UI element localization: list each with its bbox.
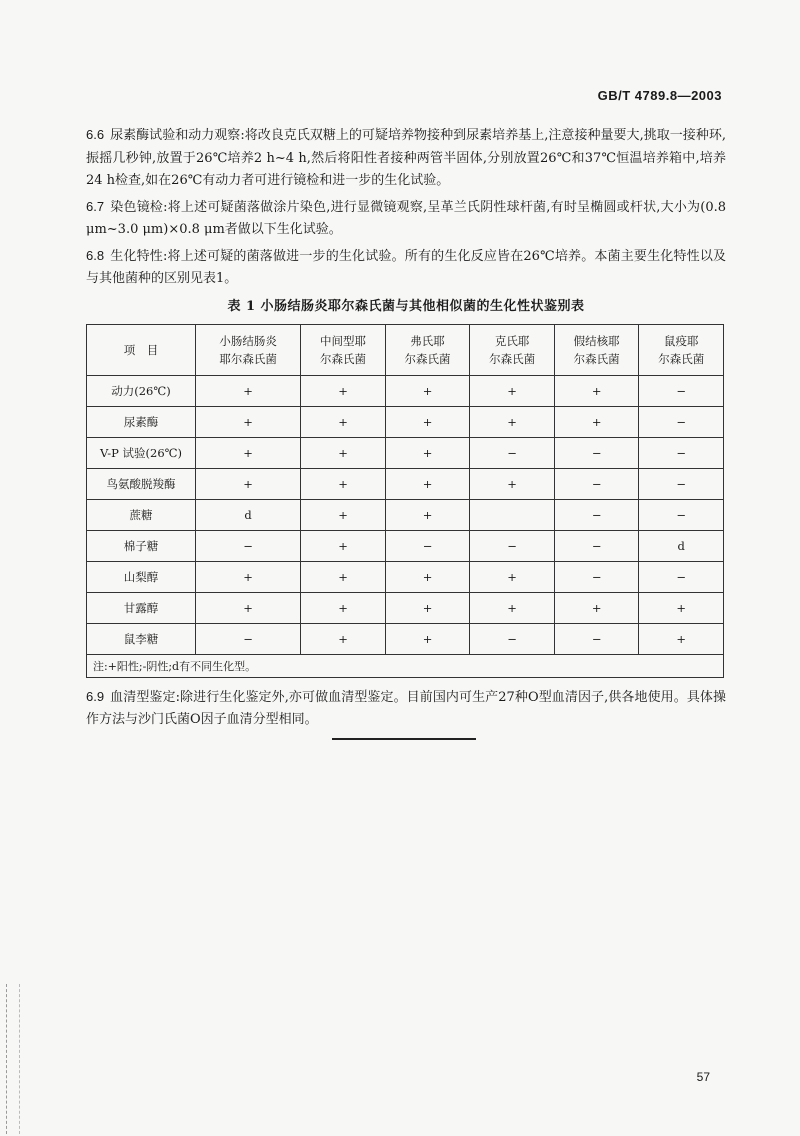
document-body bbox=[86, 124, 726, 735]
table-cell: + bbox=[385, 499, 470, 530]
section-number: 6.9 bbox=[86, 688, 105, 704]
row-item: 鼠李糖 bbox=[87, 623, 196, 654]
table-cell: − bbox=[554, 623, 639, 654]
paragraph-text: 染色镜检:将上述可疑菌落做涂片染色,进行显微镜观察,呈革兰氏阴性球杆菌,有时呈椭圆或杆状,大小为(0.8 μm~3.0 μm)×0.8 μm者做以下生化试验。 bbox=[86, 199, 726, 237]
table-cell: + bbox=[196, 468, 301, 499]
table-row bbox=[87, 592, 724, 623]
table-cell: − bbox=[470, 530, 555, 561]
table-cell: + bbox=[301, 530, 386, 561]
table-cell: + bbox=[385, 561, 470, 592]
table-cell: + bbox=[301, 499, 386, 530]
table-cell: + bbox=[554, 375, 639, 406]
table-cell: d bbox=[639, 530, 724, 561]
table-cell: − bbox=[554, 561, 639, 592]
page-number: 57 bbox=[696, 1070, 710, 1084]
table-row bbox=[87, 375, 724, 406]
table-cell: + bbox=[301, 375, 386, 406]
table-cell: − bbox=[470, 623, 555, 654]
table-row bbox=[87, 406, 724, 437]
paragraph-6-8 bbox=[86, 245, 726, 291]
table-cell: + bbox=[639, 592, 724, 623]
table-cell: + bbox=[301, 468, 386, 499]
table-cell: − bbox=[554, 530, 639, 561]
table-cell: + bbox=[554, 592, 639, 623]
table-row bbox=[87, 530, 724, 561]
header-pestis: 鼠疫耶 尔森氏菌 bbox=[639, 324, 724, 375]
paragraph-6-6 bbox=[86, 124, 726, 193]
section-number: 6.6 bbox=[86, 127, 105, 142]
table-cell: + bbox=[639, 623, 724, 654]
row-item: V-P 试验(26℃) bbox=[87, 437, 196, 468]
table-cell: + bbox=[385, 623, 470, 654]
table-cell bbox=[470, 499, 555, 530]
table-cell: + bbox=[385, 468, 470, 499]
table-cell: + bbox=[301, 592, 386, 623]
table-cell: + bbox=[470, 468, 555, 499]
table-row bbox=[87, 468, 724, 499]
end-rule bbox=[332, 738, 476, 740]
table-cell: − bbox=[639, 468, 724, 499]
table-cell: + bbox=[385, 437, 470, 468]
table-cell: − bbox=[196, 623, 301, 654]
table-cell: + bbox=[301, 437, 386, 468]
table-cell: − bbox=[639, 561, 724, 592]
header-enterocolitica: 小肠结肠炎 耶尔森氏菌 bbox=[196, 324, 301, 375]
table-cell: − bbox=[385, 530, 470, 561]
table-header-row bbox=[87, 324, 724, 375]
table-row bbox=[87, 499, 724, 530]
table-cell: + bbox=[385, 406, 470, 437]
header-item: 项 目 bbox=[87, 324, 196, 375]
table-cell: + bbox=[196, 375, 301, 406]
table-cell: + bbox=[470, 406, 555, 437]
section-number: 6.8 bbox=[86, 247, 105, 263]
table-cell: + bbox=[301, 623, 386, 654]
row-item: 蔗糖 bbox=[87, 499, 196, 530]
section-number: 6.7 bbox=[86, 198, 105, 214]
paragraph-text: 生化特性:将上述可疑的菌落做进一步的生化试验。所有的生化反应皆在26℃培养。本菌主要生化特性以及与其他菌种的区别见表1。 bbox=[86, 248, 726, 286]
table-cell: + bbox=[301, 406, 386, 437]
header-frederiksenii: 弗氏耶 尔森氏菌 bbox=[385, 324, 470, 375]
table-cell: + bbox=[301, 561, 386, 592]
table-cell: − bbox=[639, 499, 724, 530]
paragraph-6-9 bbox=[86, 686, 726, 732]
table-cell: − bbox=[196, 530, 301, 561]
row-item: 尿素酶 bbox=[87, 406, 196, 437]
table-cell: + bbox=[385, 375, 470, 406]
table-cell: + bbox=[554, 406, 639, 437]
table-cell: − bbox=[639, 375, 724, 406]
table-cell: − bbox=[554, 468, 639, 499]
document-code: GB/T 4789.8—2003 bbox=[597, 88, 722, 103]
table-cell: + bbox=[470, 375, 555, 406]
table-note: 注:+阳性;-阴性;d有不同生化型。 bbox=[87, 654, 724, 677]
table-cell: + bbox=[470, 592, 555, 623]
header-pseudotuberculosis: 假结核耶 尔森氏菌 bbox=[554, 324, 639, 375]
row-item: 动力(26℃) bbox=[87, 375, 196, 406]
table-cell: + bbox=[196, 561, 301, 592]
biochemical-table bbox=[86, 324, 724, 678]
table-cell: − bbox=[554, 499, 639, 530]
table-row bbox=[87, 437, 724, 468]
paragraph-6-7 bbox=[86, 196, 726, 242]
table-cell: + bbox=[196, 406, 301, 437]
row-item: 鸟氨酸脱羧酶 bbox=[87, 468, 196, 499]
binding-edge bbox=[6, 984, 20, 1134]
table-cell: − bbox=[639, 406, 724, 437]
table-row bbox=[87, 623, 724, 654]
table-cell: + bbox=[470, 561, 555, 592]
row-item: 甘露醇 bbox=[87, 592, 196, 623]
row-item: 山梨醇 bbox=[87, 561, 196, 592]
paragraph-text: 尿素酶试验和动力观察:将改良克氏双糖上的可疑培养物接种到尿素培养基上,注意接种量要大,挑取一接种环,振摇几秒钟,放置于26℃培养2 h~4 h,然后将阳性者接种两管半固体,分别放置26℃和37℃恒温培养箱中,培养24 h检查,如在26℃有动力者可进行镜检和进一步的生化试验。 bbox=[86, 128, 726, 188]
table-row bbox=[87, 561, 724, 592]
table-title: 表 1 小肠结肠炎耶尔森氏菌与其他相似菌的生化性状鉴别表 bbox=[227, 298, 585, 314]
paragraph-text: 血清型鉴定:除进行生化鉴定外,亦可做血清型鉴定。目前国内可生产27种O型血清因子,供各地使用。具体操作方法与沙门氏菌O因子血清分型相同。 bbox=[86, 689, 726, 727]
table-cell: − bbox=[470, 437, 555, 468]
header-intermedia: 中间型耶 尔森氏菌 bbox=[301, 324, 386, 375]
table-cell: − bbox=[554, 437, 639, 468]
table-cell: − bbox=[639, 437, 724, 468]
table-cell: + bbox=[196, 437, 301, 468]
table-cell: + bbox=[385, 592, 470, 623]
row-item: 棉子糖 bbox=[87, 530, 196, 561]
table-note-row bbox=[87, 654, 724, 677]
table-cell: d bbox=[196, 499, 301, 530]
table-cell: + bbox=[196, 592, 301, 623]
header-kristensenii: 克氏耶 尔森氏菌 bbox=[470, 324, 555, 375]
